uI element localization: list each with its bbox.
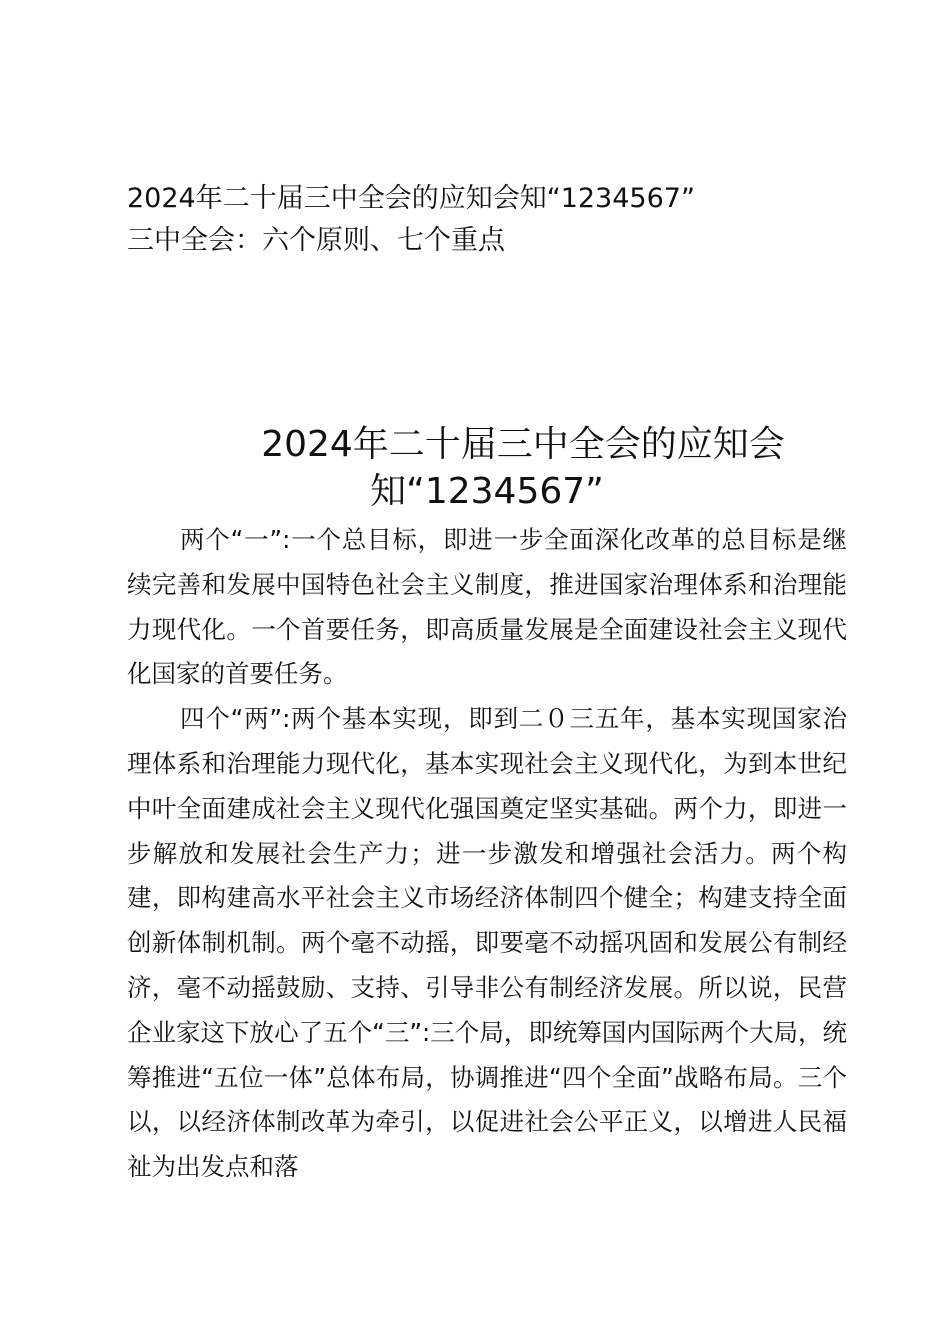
header-subtitle: 三中全会：六个原则、七个重点 [127, 225, 505, 256]
paragraph-one: 两个“一”:一个总目标，即进一步全面深化改革的总目标是继续完善和发展中国特色社会主义制度，推进国家治理体系和治理能力现代化。一个首要任务，即高质量发展是全面建设社会主义现代化国家的首要任务。 [127, 525, 847, 689]
title-line-1: 2024年二十届三中全会的应知会 [261, 424, 785, 465]
paragraph-two: 四个“两”:两个基本实现，即到二０三五年，基本实现国家治理体系和治理能力现代化，基本实现社会主义现代化，为到本世纪中叶全面建成社会主义现代化强国奠定坚实基础。两个力，即进一步解放和发展社会生产力；进一步激发和增强社会活力。两个构建，即构建高水平社会主义市场经济体制四个健全；构建支持全面创新体制机制。两个毫不动摇，即要毫不动摇巩固和发展公有制经济，毫不动摇鼓励、支持、引导非公有制经济发展。所以说，民营企业家这下放心了五个“三”:三个局，即统筹国内国际两个大局，统筹推进“五位一体”总体布局，协调推进“四个全面”战略布局。三个以，以经济体制改革为牵引，以促进社会公平正义，以增进人民福祉为出发点和落 [127, 704, 847, 1182]
document-body [127, 518, 847, 1190]
title-line-2: 知“1234567” [370, 471, 604, 512]
document-title [127, 421, 847, 515]
document-header [127, 178, 847, 262]
header-title: 2024年二十届三中全会的应知会知“1234567” [127, 183, 695, 214]
